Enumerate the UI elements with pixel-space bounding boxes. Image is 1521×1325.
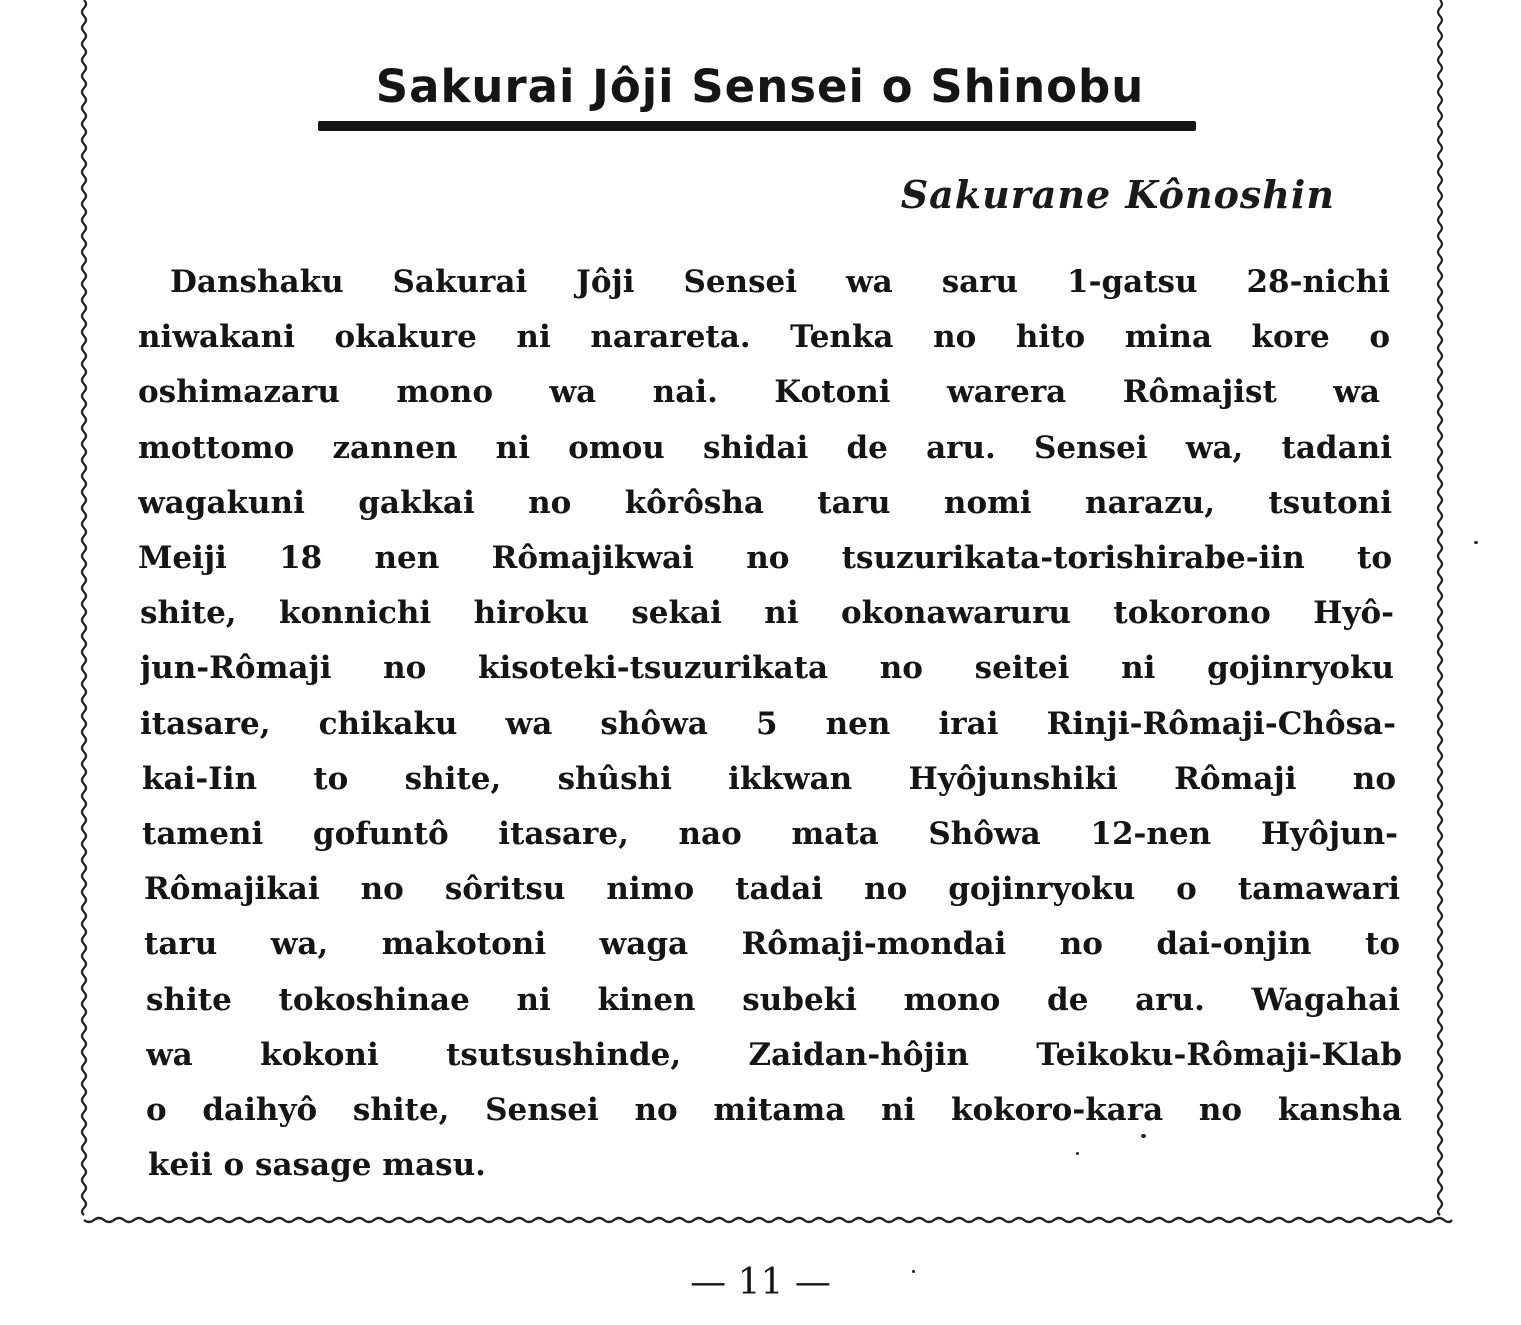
body-line: oshimazaru mono wa nai. Kotoni warera Rômajist wa [138, 374, 1380, 411]
body-line: niwakani okakure ni narareta. Tenka no hito mina kore o [138, 319, 1390, 356]
body-line: tameni gofuntô itasare, nao mata Shôwa 12-nen Hyôjun- [142, 816, 1398, 852]
body-line: Danshaku Sakurai Jôji Sensei wa saru 1-gatsu 28-nichi [170, 264, 1390, 300]
body-line: wagakuni gakkai no kôrôsha taru nomi narazu, tsutoni [138, 484, 1392, 521]
ink-speck [1474, 541, 1478, 544]
body-line: Meiji 18 nen Rômajikwai no tsuzurikata-torishirabe-iin to [138, 540, 1392, 576]
body-line: itasare, chikaku wa shôwa 5 nen irai Rinji-Rômaji-Chôsa- [140, 705, 1396, 742]
page-number: — 11 — [690, 1262, 831, 1303]
body-line: mottomo zannen ni omou shidai de aru. Sensei wa, tadani [138, 429, 1392, 466]
ink-speck [1076, 1152, 1079, 1155]
body-line: kai-Iin to shite, shûshi ikkwan Hyôjunshiki Rômaji no [142, 760, 1396, 797]
body-line: o daihyô shite, Sensei no mitama ni kokoro-kara no kansha [146, 1092, 1402, 1128]
article-title: Sakurai Jôji Sensei o Shinobu [375, 60, 1145, 113]
body-line: Rômajikai no sôritsu nimo tadai no gojinryoku o tamawari [144, 871, 1400, 908]
body-line: shite tokoshinae ni kinen subeki mono de aru. Wagahai [146, 981, 1400, 1018]
body-line: jun-Rômaji no kisoteki-tsuzurikata no seitei ni gojinryoku [140, 650, 1394, 687]
body-line: wa kokoni tsutsushinde, Zaidan-hôjin Teikoku-Rômaji-Klab [146, 1036, 1402, 1073]
author-name: Sakurane Kônoshin [900, 172, 1335, 217]
body-line: shite, konnichi hiroku sekai ni okonawaruru tokorono Hyô- [140, 595, 1394, 632]
ink-speck [912, 1270, 915, 1273]
ink-speck [1141, 1134, 1146, 1138]
body-line: keii o sasage masu. [148, 1147, 486, 1184]
body-line: taru wa, makotoni waga Rômaji-mondai no dai-onjin to [144, 926, 1400, 963]
